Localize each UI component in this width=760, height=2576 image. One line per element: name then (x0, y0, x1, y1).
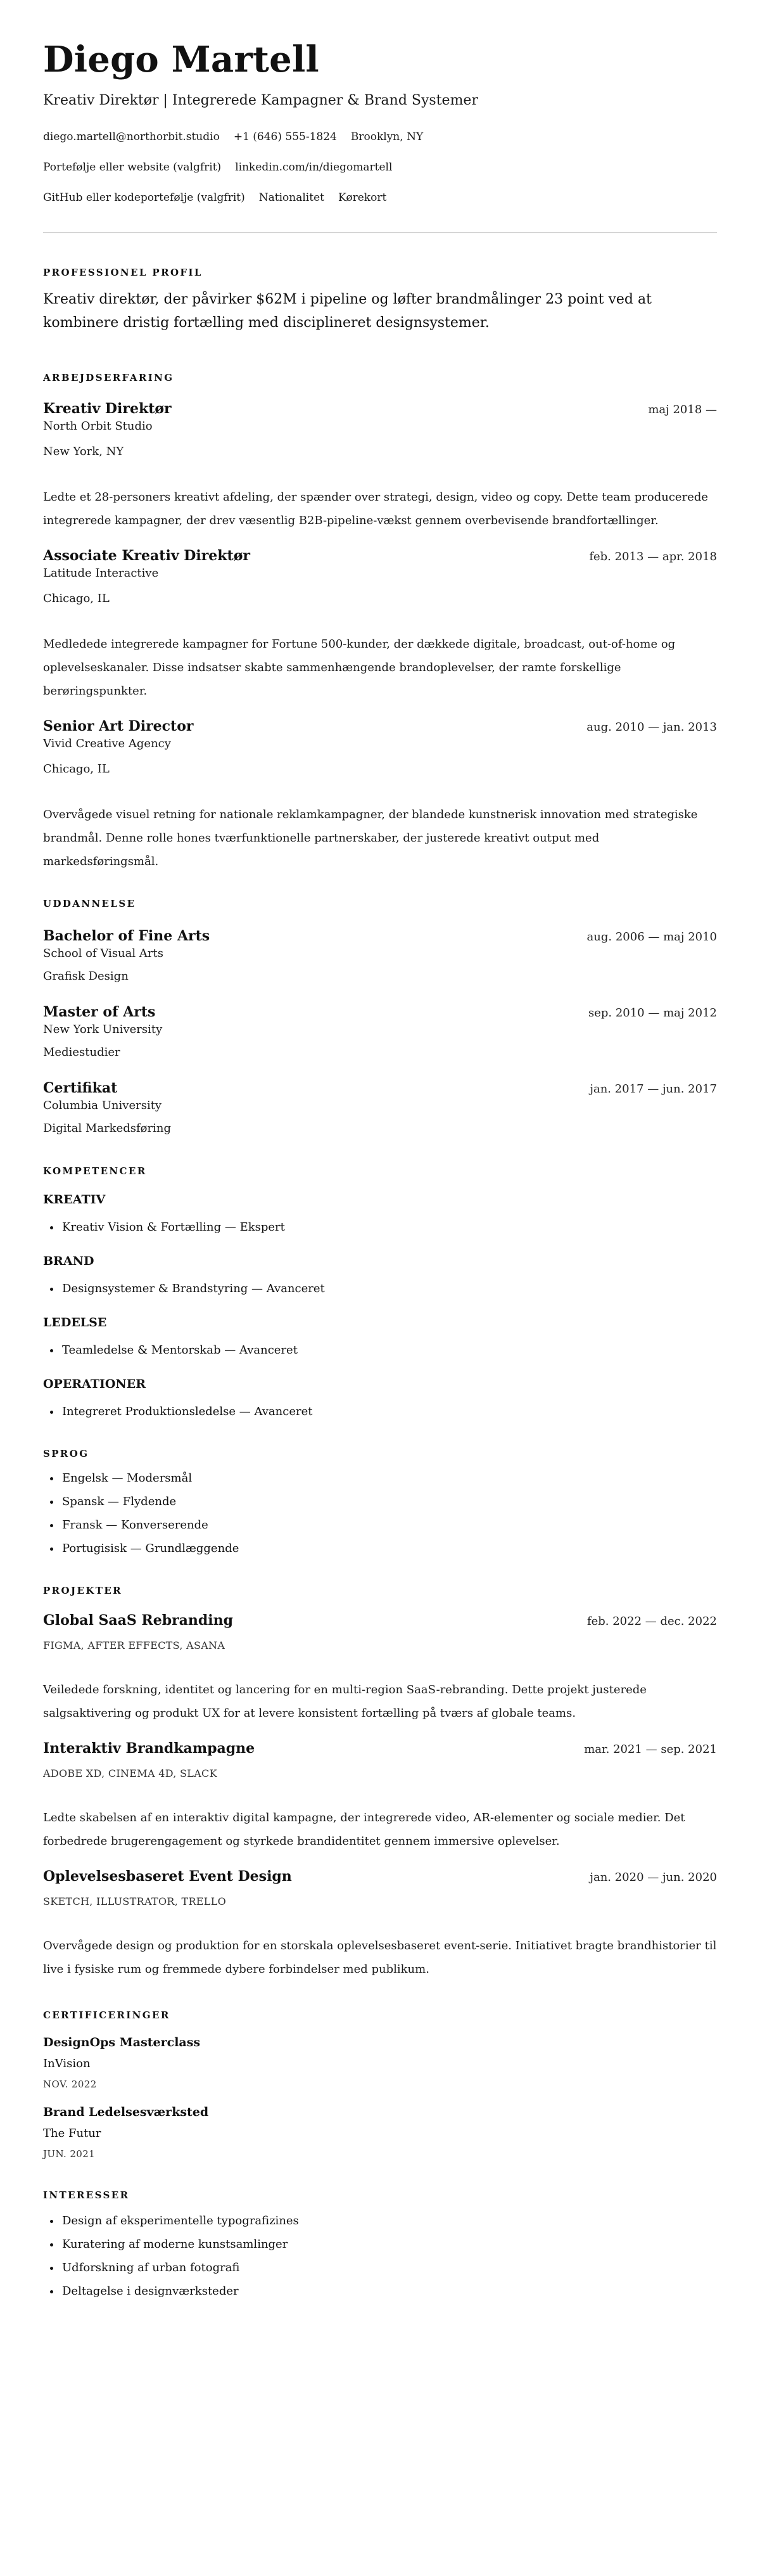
interest-item: • Design af eksperimentelle typografizines (61, 2209, 717, 2233)
degree-title: Master of Arts (43, 1004, 156, 1020)
school-name: School of Visual Arts (43, 947, 163, 960)
job-location: Chicago, IL (43, 592, 110, 605)
school-name: New York University (43, 1023, 163, 1036)
experience-entry (43, 399, 717, 532)
job-location: Chicago, IL (43, 762, 110, 776)
certification-entry (43, 2034, 717, 2091)
interests-section (43, 2189, 717, 2303)
field-of-study: Grafisk Design (43, 970, 129, 983)
section-title-skills: KOMPETENCER (43, 1165, 147, 1177)
skill-item: • Kreativ Vision & Fortælling — Ekspert (61, 1215, 717, 1239)
portfolio-link[interactable]: Portefølje eller website (valgfrit) (43, 161, 222, 174)
project-name: Oplevelsesbaseret Event Design (43, 1868, 292, 1885)
location: Brooklyn, NY (350, 131, 424, 143)
skill-group-title: LEDELSE (43, 1316, 107, 1330)
education-entry (43, 926, 717, 985)
section-title-certifications: CERTIFICERINGER (43, 2009, 170, 2021)
github-link[interactable]: GitHub eller kodeportefølje (valgfrit) (43, 191, 245, 204)
candidate-name: Diego Martell (43, 39, 319, 80)
projects-section (43, 1584, 717, 1981)
education-entry (43, 1079, 717, 1137)
certification-name: Brand Ledelsesværksted (43, 2105, 209, 2119)
contact-row-extra (43, 190, 717, 205)
project-description: Ledte skabelsen af en interaktiv digital kampagne, der integrerede video, AR-elementer og sociale medier. Det forbedrede brugerengagement og styrkede brandidentitet gennem immersive oplevelser. (43, 1811, 685, 1848)
school-name: Columbia University (43, 1099, 162, 1112)
project-description: Veiledede forskning, identitet og lancering for en multi-region SaaS-rebranding. Dette projekt justerede salgsaktivering og produkt UX for at levere konsistent fortælling på tværs af globale teams. (43, 1683, 647, 1720)
project-description: Overvågede design og produktion for en storskala oplevelsesbaseret event-serie. Initiativet bragte brandhistorier til live i fysiske rum og fremmede dybere forbindelser med publikum. (43, 1939, 717, 1976)
project-tech-stack: FIGMA, AFTER EFFECTS, ASANA (43, 1639, 225, 1651)
project-name: Global SaaS Rebranding (43, 1612, 234, 1629)
field-of-study: Digital Markedsføring (43, 1122, 171, 1135)
job-description: Ledte et 28-personers kreativt afdeling, der spænder over strategi, design, video og copy. Dette team producerede integrerede kampagner, der drev væsentlig B2B-pipeline-vækst gennem overbevisende brandfortællinger. (43, 490, 709, 527)
skills-section (43, 1165, 717, 1423)
field-of-study: Mediestudier (43, 1046, 120, 1059)
section-title-profile: PROFESSIONEL PROFIL (43, 267, 203, 278)
language-item: • Portugisisk — Grundlæggende (61, 1537, 717, 1560)
candidate-tagline: Kreativ Direktør | Integrerede Kampagner & Brand Systemer (43, 93, 478, 108)
section-title-languages: SPROG (43, 1448, 89, 1459)
profile-section (43, 266, 717, 335)
company-name: Vivid Creative Agency (43, 737, 171, 750)
skill-item: • Integreret Produktionsledelse — Avanceret (61, 1400, 717, 1423)
resume-header (43, 37, 717, 233)
skill-group (43, 1253, 717, 1300)
nationality: Nationalitet (258, 191, 324, 204)
interest-item: • Kuratering af moderne kunstsamlinger (61, 2233, 717, 2256)
certification-date: JUN. 2021 (43, 2148, 96, 2160)
skill-group (43, 1376, 717, 1423)
education-dates: sep. 2010 — maj 2012 (588, 1006, 717, 1020)
job-location: New York, NY (43, 445, 124, 458)
language-item: • Spansk — Flydende (61, 1490, 717, 1513)
company-name: North Orbit Studio (43, 420, 153, 433)
section-title-education: UDDANNELSE (43, 898, 136, 909)
email-link[interactable]: diego.martell@northorbit.studio (43, 131, 220, 143)
section-title-experience: ARBEJDSERFARING (43, 372, 174, 383)
project-entry (43, 1611, 717, 1725)
certification-entry (43, 2104, 717, 2161)
job-description: Medledede integrerede kampagner for Fortune 500-kunder, der dækkede digitale, broadcast, out-of-home og oplevelseskanaler. Disse indsatser skabte sammenhængende brandoplevelser, der ramte forskellige berøringspunkter. (43, 638, 676, 698)
certification-issuer: InVision (43, 2057, 91, 2070)
experience-section (43, 371, 717, 873)
degree-title: Certifikat (43, 1080, 118, 1096)
education-section (43, 897, 717, 1137)
skill-item: • Designsystemer & Brandstyring — Avanceret (61, 1277, 717, 1300)
job-description: Overvågede visuel retning for nationale reklamkampagner, der blandede kunstnerisk innovation med strategiske brandmål. Denne rolle hones tværfunktionelle partnerskaber, der justerede kreativt output med markedsføringsmål. (43, 808, 698, 868)
language-list (43, 1466, 717, 1560)
job-dates: feb. 2013 — apr. 2018 (589, 550, 717, 563)
education-entry (43, 1003, 717, 1061)
section-title-interests: INTERESSER (43, 2189, 130, 2201)
languages-section (43, 1447, 717, 1560)
certification-issuer: The Futur (43, 2127, 101, 2140)
certification-name: DesignOps Masterclass (43, 2035, 201, 2049)
education-dates: jan. 2017 — jun. 2017 (590, 1082, 717, 1096)
experience-entry (43, 546, 717, 703)
skill-group-title: KREATIV (43, 1193, 106, 1207)
skill-group-title: OPERATIONER (43, 1377, 146, 1391)
drivers-license: Kørekort (338, 191, 387, 204)
header-divider (43, 232, 717, 233)
job-title: Kreativ Direktør (43, 400, 172, 417)
project-tech-stack: SKETCH, ILLUSTRATOR, TRELLO (43, 1895, 227, 1907)
interest-list (43, 2209, 717, 2303)
interest-item: • Udforskning af urban fotografi (61, 2256, 717, 2279)
phone-number[interactable]: +1 (646) 555-1824 (233, 131, 337, 143)
contact-row-links (43, 160, 717, 175)
language-item: • Engelsk — Modersmål (61, 1466, 717, 1490)
profile-summary: Kreativ direktør, der påvirker $62M i pipeline og løfter brandmålinger 23 point ved at kombinere dristig fortælling med disciplineret designsystemer. (43, 292, 652, 331)
interest-item: • Deltagelse i designværksteder (61, 2279, 717, 2303)
project-dates: mar. 2021 — sep. 2021 (584, 1743, 717, 1756)
company-name: Latitude Interactive (43, 567, 159, 580)
experience-entry (43, 717, 717, 873)
degree-title: Bachelor of Fine Arts (43, 928, 210, 944)
job-dates: aug. 2010 — jan. 2013 (586, 721, 717, 734)
project-entry (43, 1867, 717, 1981)
project-entry (43, 1739, 717, 1853)
skill-group (43, 1314, 717, 1362)
project-tech-stack: ADOBE XD, CINEMA 4D, SLACK (43, 1767, 217, 1779)
job-dates: maj 2018 — (648, 403, 717, 416)
job-title: Associate Kreativ Direktør (43, 548, 250, 564)
skill-group (43, 1191, 717, 1239)
linkedin-link[interactable]: linkedin.com/in/diegomartell (235, 161, 393, 174)
section-title-projects: PROJEKTER (43, 1585, 123, 1596)
project-name: Interaktiv Brandkampagne (43, 1740, 255, 1757)
skill-group-title: BRAND (43, 1254, 94, 1268)
certification-date: NOV. 2022 (43, 2079, 97, 2090)
language-item: • Fransk — Konverserende (61, 1513, 717, 1537)
skill-item: • Teamledelse & Mentorskab — Avanceret (61, 1338, 717, 1362)
education-dates: aug. 2006 — maj 2010 (586, 930, 717, 944)
project-dates: jan. 2020 — jun. 2020 (590, 1871, 717, 1884)
contact-row-primary (43, 129, 717, 144)
job-title: Senior Art Director (43, 718, 194, 734)
certifications-section (43, 2009, 717, 2161)
project-dates: feb. 2022 — dec. 2022 (586, 1615, 717, 1628)
